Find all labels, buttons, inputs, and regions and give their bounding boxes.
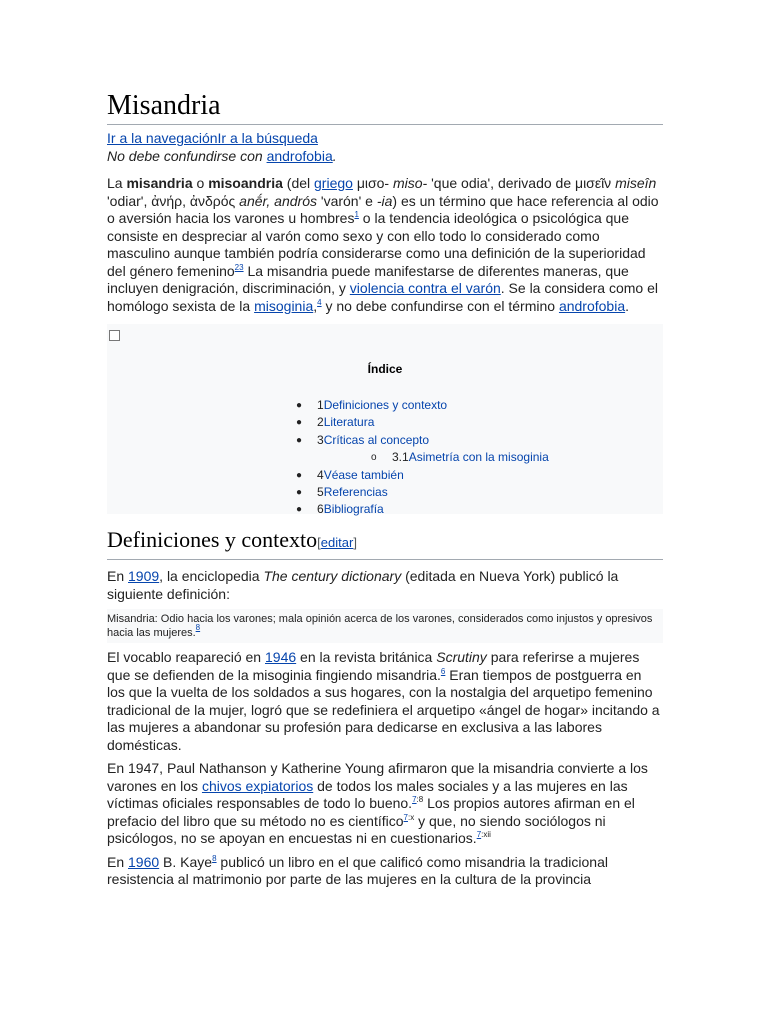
link-violencia-contra-el-varon[interactable]: violencia contra el varón <box>349 280 501 296</box>
text: Los propios autores afirman en el prefacio del libro que su método no es científico <box>107 795 635 829</box>
text: o <box>192 175 209 191</box>
text: La <box>107 175 127 191</box>
bullet-icon: ● <box>296 487 303 499</box>
text: B. Kaye <box>159 853 213 870</box>
italic-miso: miso- <box>392 175 428 191</box>
toc-link-referencias[interactable]: Referencias <box>323 485 388 500</box>
paragraph-1947 <box>107 760 663 848</box>
toc-number: 4 <box>317 467 324 482</box>
toc-number: 6 <box>317 502 324 517</box>
bold-term-misandria: misandria <box>126 175 193 191</box>
toc-link-literatura[interactable]: Literatura <box>323 415 375 430</box>
toc-subitem[interactable] <box>317 449 549 466</box>
quote-text: Misandria: Odio hacia los varones; mala opinión acerca de los varones, considerados como injustos y opresivos hacia las mujeres. <box>107 613 653 639</box>
ref-23 <box>235 263 244 272</box>
italic-misein: miseîn <box>615 175 657 191</box>
text: , <box>313 297 318 314</box>
text: y que, no siendo sociólogos ni psicólogos, no se apoyan en encuestas ni en cuestionarios. <box>107 812 606 846</box>
text: de todos los males sociales y a las mujeres en las víctimas oficiales responsables de todo lo bueno. <box>107 777 628 811</box>
italic-century-dictionary: The century dictionary <box>263 568 402 584</box>
text: El vocablo reapareció en <box>107 649 265 665</box>
text: para referirse a mujeres que se defienden de la misoginia fingiendo misandria. <box>107 649 640 683</box>
link-1960[interactable]: 1960 <box>128 853 160 870</box>
hatnote-period: . <box>332 148 337 164</box>
paragraph-1946 <box>107 649 663 754</box>
bullet-icon: ● <box>296 469 303 481</box>
toc-link-definiciones[interactable]: Definiciones y contexto <box>323 398 448 412</box>
bullet-icon: ● <box>296 400 303 411</box>
toc-number: 3.1 <box>392 450 409 465</box>
text: En <box>107 853 129 870</box>
article-content <box>107 90 663 889</box>
ref-link-8[interactable]: 8 <box>195 623 201 632</box>
definition-quote <box>107 609 663 643</box>
intro-paragraph <box>107 175 663 315</box>
page-title: Misandria <box>107 90 663 125</box>
text: μισο- <box>352 175 393 191</box>
table-of-contents <box>107 324 663 517</box>
toc-item[interactable] <box>296 414 549 431</box>
toc-number: 3 <box>317 432 324 447</box>
edit-section <box>317 535 357 550</box>
ref-link-8[interactable]: 8 <box>212 853 217 863</box>
link-chivos-expiatorios[interactable]: chivos expiatorios <box>201 777 314 794</box>
toc-number: 2 <box>317 415 324 430</box>
ref-7-8: 7:8 <box>412 795 424 804</box>
ref-link-7[interactable]: 7 <box>412 795 417 804</box>
text: publicó un libro en el que calificó como misandria la tradicional resistencia al matrimonio por parte de las mujeres en la cultura de la provincia <box>107 853 608 887</box>
toc-link-asimetria[interactable]: Asimetría con la misoginia <box>408 450 549 465</box>
text: Eran tiempos de postguerra en los que la vuelta de los soldados a sus hogares, con la nostalgia del arquetipo femenino tradicional de la mujer, logró que se redefiniera el arquetipo «ángel de hogar» incitando a las mujeres a abandonar su profesión para dedicarse en exclusiva a las labores domésticas. <box>107 666 660 753</box>
text: o la tendencia ideológica o psicológica que consiste en despreciar al varón como sexo y con ello todo lo considerado como masculino aunque también podría considerarse como una definición de la superioridad del género femenino <box>107 210 646 279</box>
ref-link-1[interactable]: 1 <box>354 210 359 219</box>
text: en la revista británica <box>296 649 437 665</box>
italic-scrutiny: Scrutiny <box>436 649 487 665</box>
ref-page: xii <box>483 830 491 839</box>
toc-item[interactable] <box>296 484 549 501</box>
paragraph-1909 <box>107 568 663 603</box>
toc-link-vease-tambien[interactable]: Véase también <box>323 467 404 482</box>
section-heading-text: Definiciones y contexto <box>107 527 318 552</box>
jump-links <box>107 129 663 147</box>
text: . Se la considera como el homólogo sexista de la <box>107 280 658 314</box>
ref-page: x <box>410 812 415 822</box>
toc-list <box>296 397 549 519</box>
text: y no debe confundirse con el término <box>321 297 559 314</box>
text: En 1947, Paul Nathanson y Katherine Young afirmaron que la misandria convierte a los varones en los <box>107 760 648 794</box>
toc-link-criticas[interactable]: Críticas al concepto <box>323 432 430 447</box>
toc-title: Índice <box>367 362 403 376</box>
text: 'odiar', ἀνήρ, ἀνδρός <box>107 192 240 209</box>
ref-link-6[interactable]: 6 <box>440 666 446 676</box>
toc-item[interactable] <box>296 432 549 449</box>
ref-link-23[interactable]: 23 <box>234 262 244 272</box>
ref-link-4[interactable]: 4 <box>317 297 322 307</box>
bracket: [ <box>317 535 321 550</box>
text: 'varón' e <box>317 192 377 209</box>
ref-page: 8 <box>418 795 424 804</box>
italic-ia: -ia <box>376 192 393 209</box>
circle-bullet-icon: o <box>371 452 377 464</box>
ref-link-7[interactable]: 7 <box>476 830 482 839</box>
jump-to-search-link[interactable]: Ir a la búsqueda <box>217 130 318 146</box>
toc-item[interactable] <box>296 397 549 414</box>
hatnote <box>107 147 663 165</box>
toc-item[interactable] <box>296 467 549 484</box>
text: ) es un término que hace referencia al odio o aversión hacia los varones u hombres <box>107 192 659 226</box>
hatnote-text: No debe confundirse con <box>107 148 267 164</box>
section-heading-definiciones <box>107 526 663 560</box>
link-griego[interactable]: griego <box>314 175 353 191</box>
bold-term-misoandria: misoandria <box>208 175 283 191</box>
ref-8 <box>196 623 200 632</box>
toc-toggle-checkbox[interactable] <box>109 330 120 341</box>
link-1909[interactable]: 1909 <box>128 568 160 584</box>
text: , la enciclopedia <box>159 568 264 584</box>
text: (editada en Nueva York) publicó la siguiente definición: <box>107 568 619 602</box>
bracket: ] <box>353 535 357 550</box>
text: (del <box>282 175 315 191</box>
text: . <box>625 297 630 314</box>
bullet-icon: ● <box>296 417 303 429</box>
edit-section-link[interactable]: editar <box>320 535 354 550</box>
jump-to-navigation-link[interactable]: Ir a la navegación <box>107 130 218 146</box>
bullet-icon: ● <box>296 434 303 446</box>
text: La misandria puede manifestarse de diferentes maneras, que incluyen denigración, discriminación, y <box>107 262 629 296</box>
toc-link-bibliografia[interactable]: Bibliografía <box>323 502 384 517</box>
text: 'que odia', derivado de μισεῖν <box>427 175 616 191</box>
toc-number: 1 <box>317 398 324 412</box>
link-misoginia[interactable]: misoginia <box>254 297 314 314</box>
link-androfobia[interactable]: androfobia <box>558 297 626 314</box>
text: En <box>107 568 129 584</box>
bullet-icon: ● <box>296 504 303 516</box>
ref-link-7[interactable]: 7 <box>403 812 408 822</box>
ref-7-x: 7:x <box>403 812 415 822</box>
italic-aner: anḗr, andrós <box>239 192 317 209</box>
link-1946[interactable]: 1946 <box>265 649 297 665</box>
hatnote-androfobia-link[interactable]: androfobia <box>266 148 333 164</box>
paragraph-1960 <box>107 854 663 889</box>
toc-number: 5 <box>317 485 324 500</box>
toc-item[interactable] <box>296 501 549 518</box>
ref-7-xii: 7:xii <box>476 830 491 839</box>
